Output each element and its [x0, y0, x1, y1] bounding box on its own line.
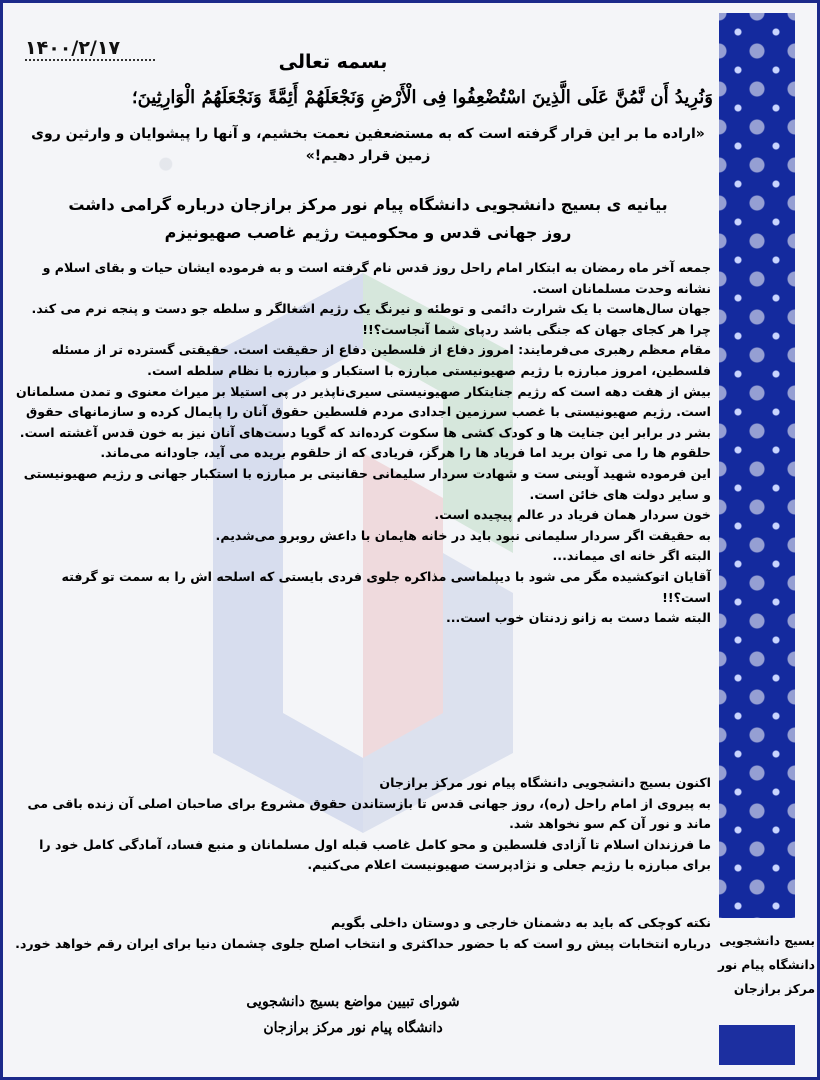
statement-title-line-2: روز جهانی قدس و محکومیت رژیم غاصب صهیونیزم — [164, 223, 572, 242]
body-paragraph: البته اگر خانه ای میماند... — [552, 548, 711, 564]
body-paragraph: حلقوم ها را می توان برید اما فریاد ها را هرگز، فریادی که از حلقوم بریده می آید، جاودانه می‌ماند. — [100, 445, 711, 461]
decorative-side-strip — [719, 13, 795, 918]
closing-paragraph: به پیروی از امام راحل (ره)، روز جهانی قدس تا بازستاندن حقوق مشروع برای صاحبان اصلی آن زنده باقی می ماند و نور آن کم سو نخواهد شد. — [27, 795, 711, 832]
statement-title-line-1: بیانیه ی بسیج دانشجویی دانشگاه پیام نور مرکز برازجان درباره گرامی داشت — [68, 195, 668, 214]
closing-paragraph: ما فرزندان اسلام تا آزادی فلسطین و محو کامل غاصب قبله اول مسلمانان و منبع فساد، آمادگی کامل خود را برای مبارزه با رژیم جعلی و نژادپرست صهیونیست اعلام می‌کنیم. — [39, 836, 711, 873]
closing-paragraph: اکنون بسیج دانشجویی دانشگاه پیام نور مرکز برازجان — [379, 775, 711, 790]
verse-translation: «اراده ما بر این قرار گرفته است که به مستضعفین نعمت بخشیم، و آنها را پیشوایان و وارثین روی زمین قرار دهیم!» — [31, 126, 705, 164]
header-title: بسمه تعالی — [278, 51, 388, 73]
statement-title — [43, 191, 693, 247]
side-signature-line: دانشگاه پیام نور — [717, 958, 815, 972]
body-paragraph: جمعه آخر ماه رمضان به ابتکار امام راحل روز قدس نام گرفته است و به فرموده ایشان حیات و بقای اسلام و نشانه وحدت مسلمانان است. — [42, 260, 711, 296]
quran-verse: وَنُرِیدُ أَن نَّمُنَّ عَلَى الَّذِینَ اسْتُضْعِفُوا فِی الْأَرْضِ وَنَجْعَلَهُمْ أَئِمَّةً وَنَجْعَلَهُمُ الْوَارِثِینَ؛ — [131, 87, 713, 108]
note-line: نکته کوچکی که باید به دشمنان خارجی و دوستان داخلی بگویم — [330, 915, 711, 930]
closing-section — [15, 773, 711, 876]
signature-line: شورای تبیین مواضع بسیج دانشجویی — [246, 994, 460, 1010]
decorative-corner-bar — [719, 1025, 795, 1065]
side-signature-line: مرکز برازجان — [733, 982, 815, 996]
note-line: درباره انتخابات پیش رو است که با حضور حداکثری و انتخاب اصلح جلوی چشمان دنیا برای ایران رقم خواهد خورد. — [15, 935, 711, 951]
signature-block — [203, 989, 503, 1041]
side-signature — [705, 929, 815, 1001]
body-paragraph: مقام معظم رهبری می‌فرمایند: امروز دفاع از فلسطین دفاع از حقیقت است. حقیقتی گسترده تر از مسئله فلسطین، امروز مبارزه با رژیم صهیونیستی مبارزه با استکبار و مبارزه با نظام سلطه است. — [51, 342, 711, 378]
body-paragraph: آقایان اتوکشیده مگر می شود با دیپلماسی مذاکره جلوی فردی بایستی که اسلحه اش را به سمت تو گرفته است؟!! — [61, 568, 711, 605]
body-paragraph: چرا هر کجای جهان که جنگی باشد ردپای شما آنجاست؟!! — [362, 321, 711, 337]
body-paragraph: این فرموده شهید آوینی ست و شهادت سردار سلیمانی حقانیتی بر مبارزه با استکبار جهانی و رژیم صهیونیستی و سایر دولت های خائن است. — [23, 465, 711, 502]
side-signature-line: بسیج دانشجویی — [719, 934, 815, 948]
note-section — [15, 913, 711, 954]
body-paragraph: به حقیقت اگر سردار سلیمانی نبود باید در خانه هایمان با داعش روبرو می‌شدیم. — [215, 527, 711, 543]
body-paragraph: البته شما دست به زانو زدنتان خوب است... — [445, 610, 711, 626]
body-paragraph: جهان سال‌هاست با یک شرارت دائمی و توطئه و نیرنگ یک رژیم اشغالگر و سلطه جو دست و پنجه نرم می کند. — [31, 301, 711, 317]
statement-body — [15, 258, 711, 629]
body-paragraph: بیش از هفت دهه است که رژیم جنایتکار صهیونیستی سیری‌ناپذیر در پی استیلا بر میراث معنوی و تمدن مسلمانان است. رژیم صهیونیستی با غصب سرزمین اجدادی مردم فلسطین حقوق آنان را پایمال کرده و سازمانهای حقوق بشر در برابر این جنایت ها و کودک کشی ها سکوت کرده‌اند که گویا دست‌های آنان نیز به خون قدس آغشته است. — [15, 383, 711, 440]
document-date: ۱۴۰۰/۲/۱۷ — [25, 37, 155, 61]
signature-line: دانشگاه پیام نور مرکز برازجان — [263, 1020, 443, 1036]
body-paragraph: خون سردار همان فریاد در عالم پیچیده است. — [434, 507, 711, 523]
